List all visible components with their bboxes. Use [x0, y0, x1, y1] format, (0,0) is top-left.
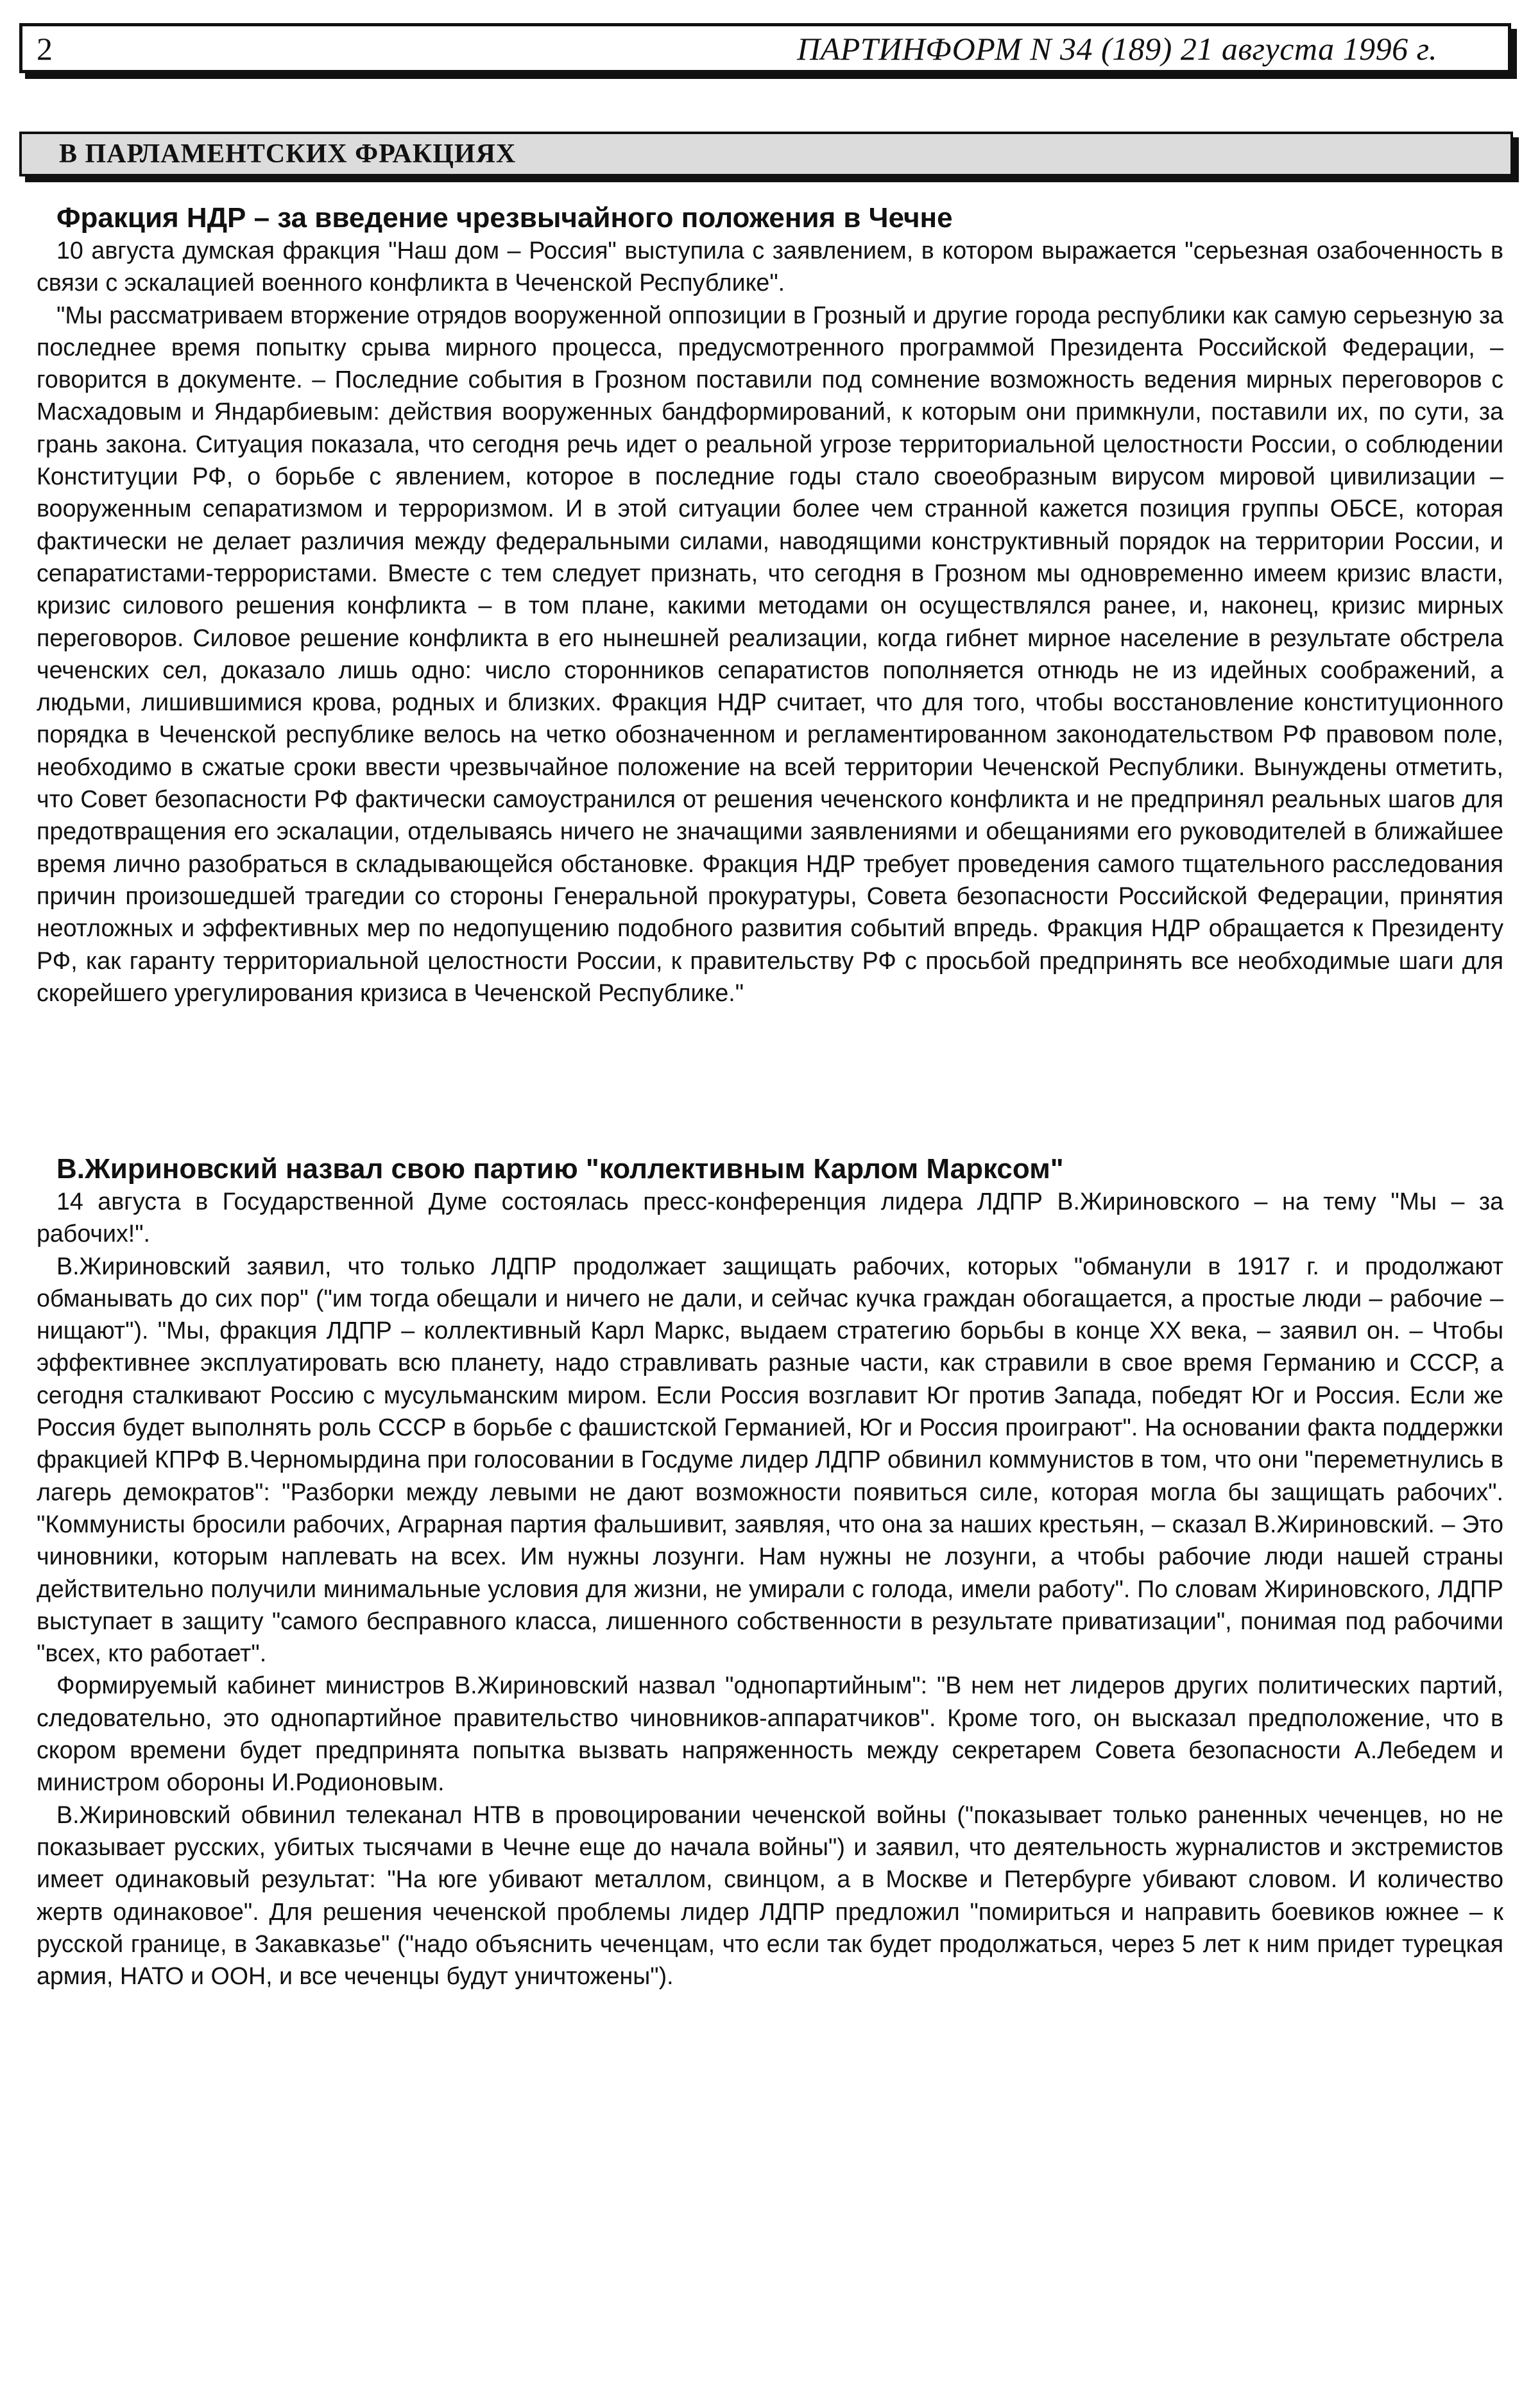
article-zhirinovsky — [37, 1153, 1503, 1992]
article-paragraph: 14 августа в Государственной Думе состоялась пресс-конференция лидера ЛДПР В.Жириновского – на тему "Мы – за рабочих!". — [37, 1188, 1503, 1247]
article-headline: В.Жириновский назвал свою партию "коллективным Карлом Марксом" — [56, 1153, 1064, 1185]
issue-line: ПАРТИНФОРМ N 34 (189) 21 августа 1996 г. — [797, 31, 1437, 67]
article-paragraph: 10 августа думская фракция "Наш дом – Россия" выступила с заявлением, в котором выражается "серьезная озабоченность в связи с эскалацией военного конфликта в Чеченской Республике". — [37, 237, 1503, 296]
section-bar — [19, 132, 1513, 176]
page-header — [19, 23, 1511, 73]
article-paragraph: Формируемый кабинет министров В.Жириновский назвал "однопартийным": "В нем нет лидеров других политических партий, следовательно, это однопартийное правительство чиновников-аппаратчиков". Кроме того, он высказал предположение, что в скором времени будет предпринята попытка вызвать напряженность между секретарем Совета безопасности А.Лебедем и министром обороны И.Родионовым. — [37, 1672, 1503, 1796]
article-paragraph: В.Жириновский заявил, что только ЛДПР продолжает защищать рабочих, которых "обманули в 1917 г. и продолжают обманывать до сих пор" ("им тогда обещали и ничего не дали, и сейчас кучка граждан обогащается, а простые люди – рабочие – нищают"). "Мы, фракция ЛДПР – коллективный Карл Маркс, выдаем стратегию борьбы в конце XX века, – заявил он. – Чтобы эффективнее эксплуатировать всю планету, надо стравливать разные части, как стравили в свое время Германию и СССР, а сегодня сталкивают Россию с мусульманским миром. Если Россия возглавит Юг против Запада, победят Юг и Россия. Если же Россия будет выполнять роль СССР в борьбе с фашистской Германией, Юг и Россия проиграют". На основании факта поддержки фракцией КПРФ В.Черномырдина при голосовании в Госдуме лидер ЛДПР обвинил коммунистов в том, что они "переметнулись в лагерь демократов": "Разборки между левыми не дают возможности появиться силе, которая могла бы защищать рабочих". "Коммунисты бросили рабочих, Аграрная партия фальшивит, заявляя, что она за наших крестьян, – сказал В.Жириновский. – Это чиновники, которым наплевать на всех. Им нужны лозунги. Нам нужны не лозунги, а чтобы рабочие люди нашей страны действительно получили минимальные условия для жизни, не умирали с голода, имели работу". По словам Жириновского, ЛДПР выступает в защиту "самого бесправного класса, лишенного собственности в результате приватизации", понимая под рабочими "всех, кто работает". — [37, 1252, 1503, 1667]
article-paragraph: В.Жириновский обвинил телеканал НТВ в провоцировании чеченской войны ("показывает только раненных чеченцев, но не показывает русских, убитых тысячами в Чечне еще до начала войны") и заявил, что деятельность журналистов и экстремистов имеет одинаковый результат: "На юге убивают металлом, свинцом, а в Москве и Петербурге убивают словом. И количество жертв одинаковое". Для решения чеченской проблемы лидер ЛДПР предложил "помириться и направить боевиков южнее – к русской границе, в Закавказье" ("надо объяснить чеченцам, что если так будет продолжаться, через 5 лет к ним придет турецкая армия, НАТО и ООН, и все чеченцы будут уничтожены"). — [37, 1801, 1503, 1990]
section-title: В ПАРЛАМЕНТСКИХ ФРАКЦИЯХ — [59, 139, 517, 169]
article-headline: Фракция НДР – за введение чрезвычайного положения в Чечне — [56, 202, 953, 234]
page-number: 2 — [37, 31, 53, 67]
article-paragraph: "Мы рассматриваем вторжение отрядов вооруженной оппозиции в Грозный и другие города республики как самую серьезную за последнее время попытку срыва мирного процесса, предусмотренного программой Президента Российской Федерации, – говорится в документе. – Последние события в Грозном поставили под сомнение возможность ведения мирных переговоров с Масхадовым и Яндарбиевым: действия вооруженных бандформирований, к которым они примкнули, поставили их, по сути, за грань закона. Ситуация показала, что сегодня речь идет о реальной угрозе территориальной целостности России, о соблюдении Конституции РФ, о борьбе с явлением, которое в последние годы стало своеобразным вирусом мировой цивилизации – вооруженным сепаратизмом и терроризмом. И в этой ситуации более чем странной кажется позиция группы ОБСЕ, которая фактически не делает различия между федеральными силами, наводящими конструктивный порядок на территории России, и сепаратистами-террористами. Вместе с тем следует признать, что сегодня в Грозном мы одновременно имеем кризис власти, кризис силового решения конфликта – в том плане, какими методами он осуществлялся ранее, и, наконец, кризис мирных переговоров. Силовое решение конфликта в его нынешней реализации, когда гибнет мирное население в результате обстрела чеченских сел, доказало лишь одно: число сторонников сепаратистов пополняется отнюдь не из идейных соображений, а людьми, лишившимися крова, родных и близких. Фракция НДР считает, что для того, чтобы восстановление конституционного порядка в Чеченской республике велось на четко обозначенном и регламентированном законодательством РФ правовом поле, необходимо в сжатые сроки ввести чрезвычайное положение на всей территории Чеченской Республики. Вынуждены отметить, что Совет безопасности РФ фактически самоустранился от решения чеченского конфликта и не предпринял реальных шагов для предотвращения его эскалации, отделываясь ничего не значащими заявлениями и обещаниями его руководителей в ближайшее время лично разобраться в складывающейся обстановке. Фракция НДР требует проведения самого тщательного расследования причин произошедшей трагедии со стороны Генеральной прокуратуры, Совета безопасности Российской Федерации, принятия неотложных и эффективных мер по недопущению подобного развития событий впредь. Фракция НДР обращается к Президенту РФ, как гаранту территориальной целостности России, к правительству РФ с просьбой предпринять все необходимые шаги для скорейшего урегулирования кризиса в Чеченской Республике." — [37, 301, 1503, 1006]
article-ndr-faction — [37, 202, 1503, 1009]
